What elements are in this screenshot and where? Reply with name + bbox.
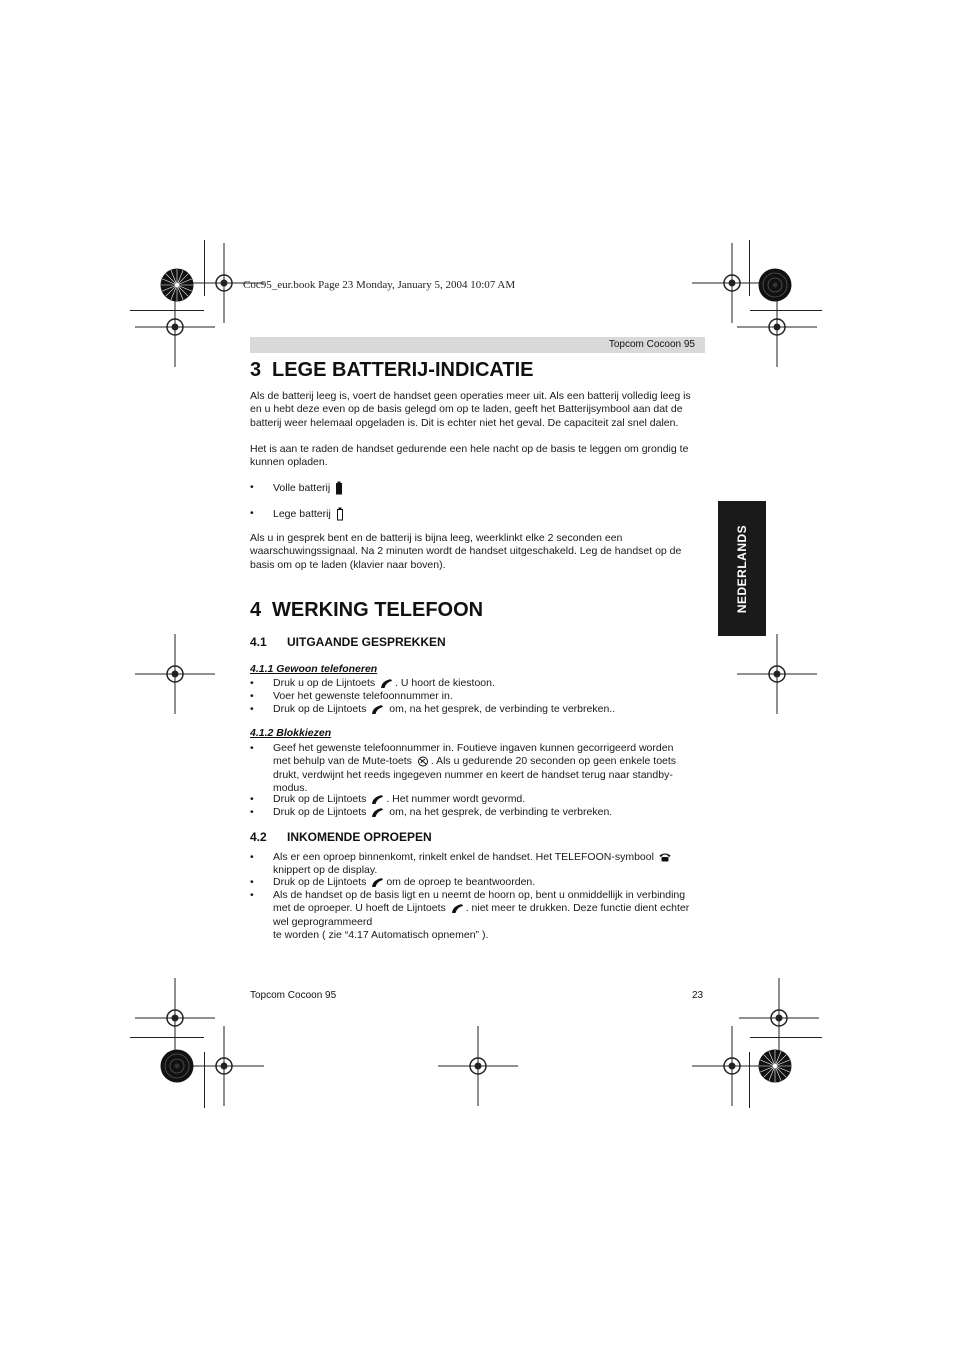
item-text: om, na het gesprek, de verbinding te verbreken.. <box>389 703 616 715</box>
item-text: . niet meer te drukken. Deze functie dient echter <box>465 902 690 915</box>
section-4-1-1-heading: 4.1.1 Gewoon telefoneren <box>250 663 378 675</box>
phone-line-icon <box>371 704 384 715</box>
bullet: • <box>250 851 254 863</box>
mute-key-icon <box>417 756 429 767</box>
item-text: met de oproeper. U hoeft de Lijntoets <box>273 902 446 915</box>
item-text: Druk op de Lijntoets <box>273 806 367 818</box>
item-text: . Als u gedurende 20 seconden op geen enkele toets <box>430 755 677 768</box>
item-text: Als de handset op de basis ligt en u neemt de hoorn op, bent u onmiddellijk in verbinding <box>273 889 686 901</box>
phone-line-icon <box>371 807 384 818</box>
item-text: Druk op de Lijntoets <box>273 793 367 805</box>
item-text: drukt, verdwijnt het reeds ingegeven nummer en keert de handset terug naar standby- <box>273 768 673 781</box>
section-4-1-title: UITGAANDE GESPREKKEN <box>287 635 446 649</box>
section-4-2-title: INKOMENDE OPROEPEN <box>287 830 432 844</box>
phone-line-icon <box>371 877 384 888</box>
section-3-paragraph-3: Als u in gesprek bent en de batterij is bijna leeg, weerklinkt elke 2 seconden een waarschuwingssignaal. Na 2 minuten wordt de handset uitgeschakeld. Leg de handset op de basis om op te laden (klavier naar boven). <box>250 532 682 571</box>
bullet: • <box>250 876 254 888</box>
header-title: Topcom Cocoon 95 <box>608 339 695 350</box>
section-4-number: 4 <box>250 599 262 621</box>
bullet: • <box>250 703 254 715</box>
item-text: modus. <box>273 781 308 794</box>
item-text: . Het nummer wordt gevormd. <box>386 793 526 805</box>
registration-mark-left-middle <box>135 634 215 714</box>
language-tab <box>718 501 766 636</box>
item-text: met behulp van de Mute-toets <box>273 755 412 768</box>
section-3-heading <box>250 359 533 382</box>
phone-line-icon <box>380 678 393 689</box>
bullet: • <box>250 806 254 818</box>
color-rosette-top-right <box>758 268 792 302</box>
section-3-paragraph-1: Als de batterij leeg is, voert de handset geen operaties meer uit. Als een batterij volledig leeg is en u hebt deze even op de basis gelegd om op te laden, geeft het Batterijsymbool aan dat de batterij weer helemaal opgeladen is. Dit is echter niet het geval. De capaciteit zal snel dalen. <box>250 390 691 429</box>
section-4-title: WERKING TELEFOON <box>272 599 484 621</box>
language-tab-label: NEDERLANDS <box>735 524 749 613</box>
bullet: • <box>250 793 254 805</box>
color-rosette-top-left <box>160 268 194 302</box>
item-text: . U hoort de kiestoon. <box>395 677 495 689</box>
section-3-number: 3 <box>250 359 262 381</box>
full-battery-label: Volle batterij <box>273 481 331 494</box>
bullet: • <box>250 889 254 901</box>
registration-mark-bottom-center <box>438 1026 518 1106</box>
phone-line-icon <box>451 903 464 914</box>
section-4-2-number: 4.2 <box>250 830 267 844</box>
section-3-paragraph-2: Het is aan te raden de handset gedurende een hele nacht op de basis te leggen om grondig te kunnen opladen. <box>250 443 689 469</box>
color-rosette-bottom-right <box>758 1049 792 1083</box>
item-text: Als er een oproep binnenkomt, rinkelt enkel de handset. Het TELEFOON-symbool <box>273 851 654 863</box>
item-text: om, na het gesprek, de verbinding te verbreken. <box>389 806 613 818</box>
empty-battery-icon <box>336 507 344 521</box>
running-header <box>250 337 705 353</box>
item-text: Geef het gewenste telefoonnummer in. Foutieve ingaven kunnen gecorrigeerd worden <box>273 742 674 754</box>
item-text: Druk op de Lijntoets <box>273 703 367 715</box>
section-4-1-2-heading: 4.1.2 Blokkiezen <box>250 727 332 739</box>
bullet: • <box>250 507 254 519</box>
empty-battery-label: Lege batterij <box>273 507 331 520</box>
section-4-1-heading <box>250 635 446 649</box>
footer-title: Topcom Cocoon 95 <box>250 990 337 1001</box>
section-4-heading <box>250 599 483 622</box>
item-text: Druk op de Lijntoets <box>273 876 367 888</box>
full-battery-icon <box>335 481 343 495</box>
page-number: 23 <box>692 990 704 1001</box>
bullet: • <box>250 742 254 754</box>
section-3-title: LEGE BATTERIJ-INDICATIE <box>272 359 534 381</box>
phone-line-icon <box>371 794 384 805</box>
bullet: • <box>250 481 254 493</box>
item-text: Voer het gewenste telefoonnummer in. <box>273 690 453 702</box>
color-rosette-bottom-left <box>160 1049 194 1083</box>
item-text: knippert op de display. <box>273 864 378 877</box>
item-text: te worden ( zie “4.17 Automatisch opnemen” ). <box>273 928 489 941</box>
item-text: om de oproep te beantwoorden. <box>386 876 536 888</box>
item-text: wel geprogrammeerd <box>273 915 373 928</box>
telephone-symbol-icon <box>659 852 671 862</box>
registration-mark-bottom-left <box>184 1026 264 1106</box>
section-4-1-number: 4.1 <box>250 635 267 649</box>
registration-mark-right-middle <box>737 634 817 714</box>
bullet: • <box>250 677 254 689</box>
bullet: • <box>250 690 254 702</box>
print-info-line: Coc95_eur.book Page 23 Monday, January 5, 2004 10:07 AM <box>243 279 516 291</box>
item-text: Druk u op de Lijntoets <box>273 677 376 689</box>
section-4-2-heading <box>250 830 432 844</box>
